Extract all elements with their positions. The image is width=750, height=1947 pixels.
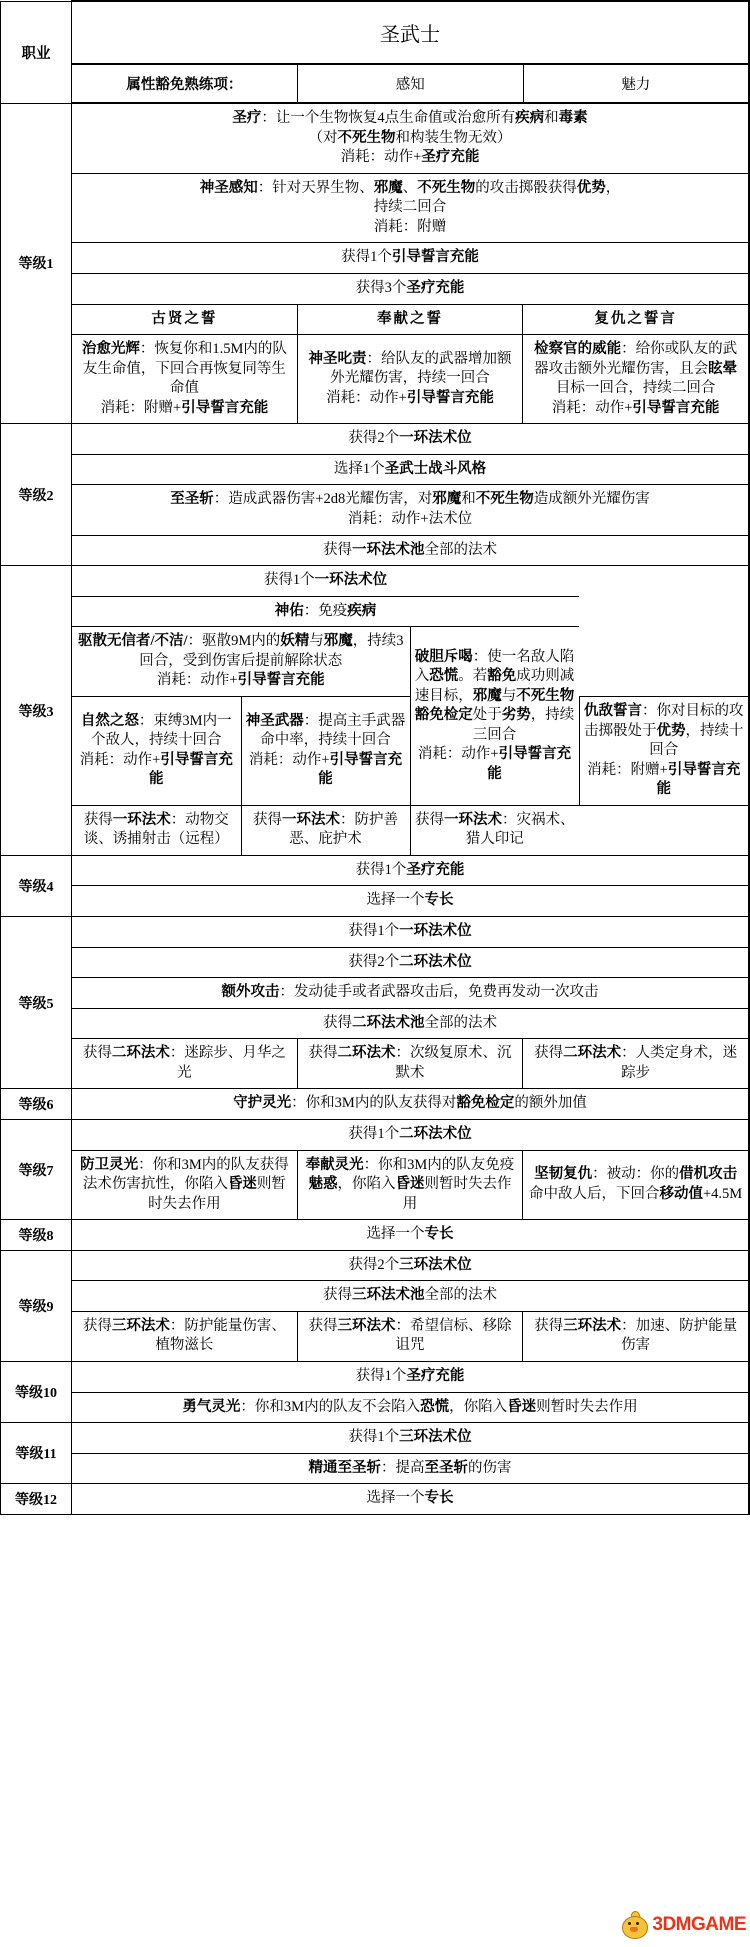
level-row [1, 1250, 750, 1361]
level-label-11: 等级11 [1, 1423, 72, 1484]
feature-text: 选择一个专长 [72, 886, 748, 916]
feature-row [72, 1484, 748, 1514]
level-feature-table [72, 104, 748, 423]
feature-row [72, 856, 748, 886]
level-feature-table [72, 424, 748, 565]
feature-text: 选择一个专长 [366, 1226, 454, 1243]
feature-row [72, 173, 748, 243]
spell-grant-3: 获得三环法术：加速、防护能量伤害 [523, 1311, 748, 1361]
feature-text: 获得2个二环法术位 [72, 947, 748, 978]
level-row [1, 1423, 750, 1484]
level-label-2: 等级2 [1, 424, 72, 566]
level-content-8 [72, 1220, 750, 1251]
feature-text: 选择1个圣武士战斗风格 [72, 454, 748, 485]
spell-grant-3: 获得二环法术：人类定身术，迷踪步 [523, 1039, 748, 1089]
feature-row [72, 454, 748, 485]
feature-row [72, 1220, 748, 1250]
level-content-5 [72, 917, 750, 1089]
feature-row [72, 104, 748, 173]
feature-text: 神佑：免疫疾病 [72, 596, 579, 627]
feature-text: 守护灵光：你和3M内的队友获得对豁免检定的额外加值 [233, 1095, 587, 1112]
feature-row [72, 273, 748, 304]
level-row [1, 566, 750, 856]
level-feature-table [72, 1484, 748, 1514]
level-content-12 [72, 1484, 750, 1515]
level-label-10: 等级10 [1, 1362, 72, 1423]
level-feature-table [72, 1423, 748, 1483]
level-label-5: 等级5 [1, 917, 72, 1089]
feature-text: 圣疗：让一个生物恢复4点生命值或治愈所有疾病和毒素 （对不死生物和构装生物无效） 消耗：动作+圣疗充能 [72, 104, 748, 173]
feature-row [72, 917, 748, 947]
split-feature-right: 破胆斥喝：使一名敌人陷入恐慌。若豁免成功则减速目标，邪魔与不死生物豁免检定处于劣势，持续三回合 消耗：动作+引导誓言充能 [410, 627, 579, 806]
oath-detail-3: 检察官的威能：给你或队友的武器攻击额外光耀伤害，且会眩晕目标一回合，持续二回合 消耗：动作+引导誓言充能 [523, 335, 748, 424]
three-col-row [72, 1150, 748, 1219]
oath-name-2: 奉献之誓 [297, 304, 522, 335]
level-feature-table [72, 1251, 748, 1361]
level-label-9: 等级9 [1, 1250, 72, 1361]
saving-throw-label-cell [72, 64, 298, 103]
feature-text: 获得2个一环法术位 [72, 424, 748, 454]
level-row [1, 1089, 750, 1120]
saving-throw-1-text: 感知 [395, 77, 425, 93]
watermark-text-a: 3D [652, 1914, 676, 1935]
saving-throw-2-text: 魅力 [621, 77, 651, 93]
level-label-7: 等级7 [1, 1119, 72, 1219]
level-label-6: 等级6 [1, 1089, 72, 1120]
feature-row [72, 886, 748, 916]
watermark [619, 1911, 746, 1939]
oath-name-1: 古贤之誓 [72, 304, 297, 335]
level-row [1, 424, 750, 566]
feature-row [72, 1392, 748, 1422]
level-content-1 [72, 103, 750, 424]
level-label-8: 等级8 [1, 1220, 72, 1251]
feature-text: 精通至圣斩：提高至圣斩的伤害 [72, 1453, 748, 1483]
level-row [1, 1362, 750, 1423]
level-content-7 [72, 1119, 750, 1219]
level-feature-table [72, 856, 748, 916]
level-row [1, 103, 750, 424]
three-col-a-1: 防卫灵光：你和3M内的队友获得法术伤害抗性，你陷入昏迷则暂时失去作用 [72, 1150, 297, 1219]
oath-detail-2: 神圣叱责：给队友的武器增加额外光耀伤害，持续一回合 消耗：动作+引导誓言充能 [297, 335, 522, 424]
watermark-text-b: MGAME [675, 1914, 746, 1935]
level-content-11 [72, 1423, 750, 1484]
level-label-3: 等级3 [1, 566, 72, 856]
feature-row [72, 1089, 748, 1119]
level-row [1, 855, 750, 916]
level-label-4: 等级4 [1, 855, 72, 916]
three-col-a-2: 神圣武器：提高主手武器命中率，持续十回合 消耗：动作+引导誓言充能 [241, 696, 410, 805]
feature-text: 获得三环法术池全部的法术 [72, 1281, 748, 1312]
spell-grant-1: 获得三环法术：防护能量伤害、植物滋长 [72, 1311, 297, 1361]
three-col-spells-row [72, 805, 748, 855]
level-label-1: 等级1 [1, 103, 72, 424]
level-feature-table [72, 1120, 748, 1219]
three-col-a-1: 自然之怒：束缚3M内一个敌人，持续十回合 消耗：动作+引导誓言充能 [72, 696, 241, 805]
level-content-4 [72, 855, 750, 916]
spell-grant-3: 获得一环法术：灾祸术、猎人印记 [410, 805, 579, 855]
feature-text: 获得一环法术池全部的法术 [72, 535, 748, 565]
spell-grant-1: 获得二环法术：迷踪步、月华之光 [72, 1039, 297, 1089]
oath-detail-1: 治愈光辉：恢复你和1.5M内的队友生命值，下回合再恢复同等生命值 消耗：附赠+引导誓言充能 [72, 335, 297, 424]
feature-row [72, 1362, 748, 1392]
feature-row [72, 535, 748, 565]
three-col-spells-row [72, 1311, 748, 1361]
level-feature-table [72, 1089, 748, 1119]
level-feature-table [72, 566, 748, 855]
spell-grant-1: 获得一环法术：动物交谈、诱捕射击（远程） [72, 805, 241, 855]
level-row [1, 917, 750, 1089]
feature-row [72, 1008, 748, 1039]
feature-row [72, 424, 748, 454]
saving-throw-row [1, 64, 750, 103]
spell-grant-2: 获得一环法术：防护善恶、庇护术 [241, 805, 410, 855]
feature-text: 至圣斩：造成武器伤害+2d8光耀伤害，对邪魔和不死生物造成额外光耀伤害 消耗：动作+法术位 [72, 485, 748, 535]
feature-text: 获得1个圣疗充能 [72, 1362, 748, 1392]
level-row [1, 1484, 750, 1515]
feature-row [72, 978, 748, 1009]
level-feature-table [72, 917, 748, 1088]
level-label-12: 等级12 [1, 1484, 72, 1515]
feature-text: 获得3个圣疗充能 [72, 273, 748, 304]
watermark-label [652, 1914, 746, 1936]
level-content-2 [72, 424, 750, 566]
feature-row [72, 485, 748, 535]
saving-throw-2-cell [523, 64, 749, 103]
spell-grant-2: 获得三环法术：希望信标、移除诅咒 [297, 1311, 522, 1361]
feature-text: 获得1个三环法术位 [72, 1423, 748, 1453]
class-name-text: 圣武士 [380, 24, 440, 46]
split-feature-row [72, 627, 748, 697]
level-feature-table [72, 1362, 748, 1422]
feature-row [72, 566, 748, 596]
level-content-9 [72, 1250, 750, 1361]
feature-row [72, 1120, 748, 1150]
split-feature-left: 驱散无信者/不洁/：驱散9M内的妖精与邪魔，持续3回合，受到伤害后提前解除状态 消耗：动作+引导誓言充能 [72, 627, 410, 697]
feature-text: 额外攻击：发动徒手或者武器攻击后，免费再发动一次攻击 [72, 978, 748, 1009]
level-content-10 [72, 1362, 750, 1423]
level-row [1, 1119, 750, 1219]
feature-row [72, 243, 748, 274]
feature-row [72, 1423, 748, 1453]
feature-row [72, 1453, 748, 1483]
feature-text: 勇气灵光：你和3M内的队友不会陷入恐慌，你陷入昏迷则暂时失去作用 [72, 1392, 748, 1422]
spell-grant-2: 获得二环法术：次级复原术、沉默术 [297, 1039, 522, 1089]
oath-name-row [72, 304, 748, 335]
three-col-a-2: 奉献灵光：你和3M内的队友免疫魅惑，你陷入昏迷则暂时失去作用 [297, 1150, 522, 1219]
feature-row [72, 1281, 748, 1312]
oath-detail-row [72, 335, 748, 424]
feature-row [72, 1251, 748, 1281]
feature-text: 获得1个一环法术位 [72, 917, 748, 947]
oath-name-3: 复仇之誓言 [523, 304, 748, 335]
three-col-a-3: 仇敌誓言：你对目标的攻击掷骰处于优势，持续十回合 消耗：附赠+引导誓言充能 [579, 696, 748, 805]
level-row [1, 1220, 750, 1251]
job-label-cell: 职业 [1, 1, 72, 103]
level-feature-table [72, 1220, 748, 1250]
saving-throw-label: 属性豁免熟练项： [126, 77, 243, 93]
level-content-3 [72, 566, 750, 856]
class-name-cell [72, 1, 750, 64]
feature-text: 获得1个圣疗充能 [72, 856, 748, 886]
feature-text: 获得2个三环法术位 [72, 1251, 748, 1281]
three-col-a-3: 坚韧复仇：被动：你的借机攻击命中敌人后，下回合移动值+4.5M [523, 1150, 748, 1219]
feature-text: 获得二环法术池全部的法术 [72, 1008, 748, 1039]
saving-throw-1-cell [297, 64, 523, 103]
feature-row [72, 947, 748, 978]
chick-icon [619, 1911, 649, 1939]
feature-row [72, 596, 748, 627]
table-header-row [1, 1, 750, 64]
level-content-6 [72, 1089, 750, 1120]
feature-text: 获得1个引导誓言充能 [72, 243, 748, 274]
three-col-spells-row [72, 1039, 748, 1089]
feature-text: 选择一个专长 [366, 1490, 454, 1507]
feature-text: 获得1个一环法术位 [72, 566, 579, 596]
feature-text: 获得1个二环法术位 [72, 1120, 748, 1150]
feature-text: 神圣感知：针对天界生物、邪魔、不死生物的攻击掷骰获得优势， 持续二回合 消耗：附赠 [72, 173, 748, 243]
